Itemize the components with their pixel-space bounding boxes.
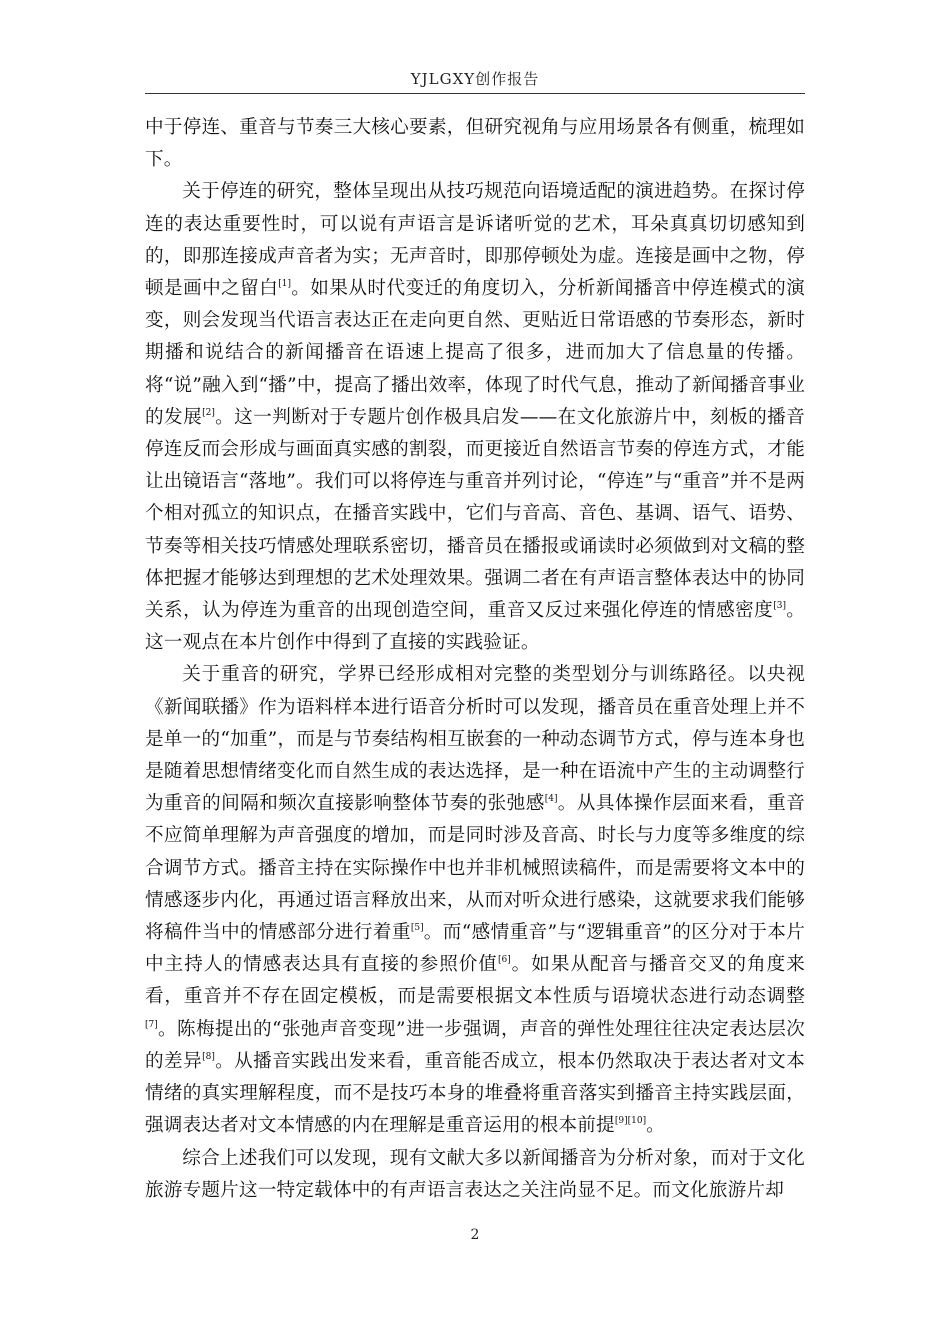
citation-reference: [5] bbox=[410, 923, 424, 934]
citation-reference: [9][10] bbox=[614, 1116, 647, 1127]
paragraph-text: 。陈梅提出的“张弛声音变现”进一步强调，声音的弹性处理往往决定表达层次的差异 bbox=[145, 1018, 805, 1072]
citation-reference: [2] bbox=[202, 407, 215, 418]
paragraph-text: 关于停连的研究，整体呈现出从技巧规范向语境适配的演进趋势。在探讨停连的表达重要性时，可以说有声语言是诉诸听觉的艺术，耳朵真真切切感知到的，即那连接成声音者为实；无声音时，即那停顿处为虚。连接是画中之物，停顿是画中之留白 bbox=[145, 181, 805, 300]
paragraph-text: 。这一判断对于专题片创作极具启发——在文化旅游片中，刻板的播音停连反而会形成与画面真实感的割裂，而更接近自然语言节奏的停连方式，才能让出镜语言“落地”。我们可以将停连与重音并列讨论，“停连”与“重音”并不是两个相对孤立的知识点，在播音实践中，它们与音高、音色、基调、语气、语势、节奏等相关技巧情感处理联系密切，播音员在播报或诵读时必须做到对文稿的整体把握才能够达到理想的艺术处理效果。强调二者在有声语言整体表达中的协同关系，认为停连为重音的出现创造空间，重音又反过来强化停连的情感密度 bbox=[145, 406, 805, 622]
citation-reference: [3] bbox=[773, 601, 786, 612]
paragraph bbox=[145, 1143, 805, 1207]
citation-reference: [1] bbox=[278, 279, 292, 290]
citation-reference: [8] bbox=[202, 1051, 215, 1062]
page-number: 2 bbox=[470, 1227, 480, 1243]
paragraph-text: 。而“感情重音”与“逻辑重音”的区分对于本片中主持人的情感表达具有直接的参照价值 bbox=[145, 922, 805, 976]
paragraph-text: 。这一观点在本片创作中得到了直接的实践验证。 bbox=[145, 600, 805, 654]
citation-reference: [4] bbox=[544, 794, 558, 805]
paragraph-text: 。从具体操作层面来看，重音不应简单理解为声音强度的增加，而是同时涉及音高、时长与力度等多维度的综合调节方式。播音主持在实际操作中也并非机械照读稿件，而是需要将文本中的情感逐步内化，再通过语言释放出来，从而对听众进行感染，这就要求我们能够将稿件当中的情感部分进行着重 bbox=[145, 793, 805, 944]
citation-reference: [7] bbox=[145, 1019, 158, 1030]
paragraph-text: 关于重音的研究，学界已经形成相对完整的类型划分与训练路径。以央视《新闻联播》作为语料样本进行语音分析时可以发现，播音员在重音处理上并不是单一的“加重”，而是与节奏结构相互嵌套的一种动态调节方式，停与连本身也是随着思想情绪变化而自然生成的表达选择，是一种在语流中产生的主动调整行为重音的间隔和频次直接影响整体节奏的张弛感 bbox=[145, 664, 805, 815]
citation-reference: [6] bbox=[498, 955, 511, 966]
paragraph-text: 。 bbox=[646, 1115, 665, 1137]
header-rule bbox=[145, 93, 805, 94]
paragraph-text: 中于停连、重音与节奏三大核心要素，但研究视角与应用场景各有侧重，梳理如下。 bbox=[145, 117, 805, 171]
paragraph-text: 综合上述我们可以发现，现有文献大多以新闻播音为分析对象，而对于文化旅游专题片这一特定载体中的有声语言表达之关注尚显不足。而文化旅游片却 bbox=[145, 1147, 805, 1201]
running-header: YJLGXY创作报告 bbox=[410, 70, 540, 88]
paragraph bbox=[145, 112, 805, 176]
paragraph-text: 。如果从配音与播音交叉的角度来看，重音并不存在固定模板，而是需要根据文本性质与语境状态进行动态调整 bbox=[145, 954, 805, 1008]
paragraph bbox=[145, 176, 805, 659]
body-text bbox=[145, 112, 805, 1207]
paragraph-text: 。从播音实践出发来看，重音能否成立，根本仍然取决于表达者对文本情绪的真实理解程度，而不是技巧本身的堆叠将重音落实到播音主持实践层面，强调表达者对文本情感的内在理解是重音运用的根本前提 bbox=[145, 1050, 805, 1137]
paragraph-text: 。如果从时代变迁的角度切入，分析新闻播音中停连模式的演变，则会发现当代语言表达正在走向更自然、更贴近日常语感的节奏形态，新时期播和说结合的新闻播音在语速上提高了很多，进而加大了信息量的传播。将“说”融入到“播”中，提高了播出效率，体现了时代气息，推动了新闻播音事业的发展 bbox=[145, 278, 805, 428]
paragraph bbox=[145, 659, 805, 1142]
